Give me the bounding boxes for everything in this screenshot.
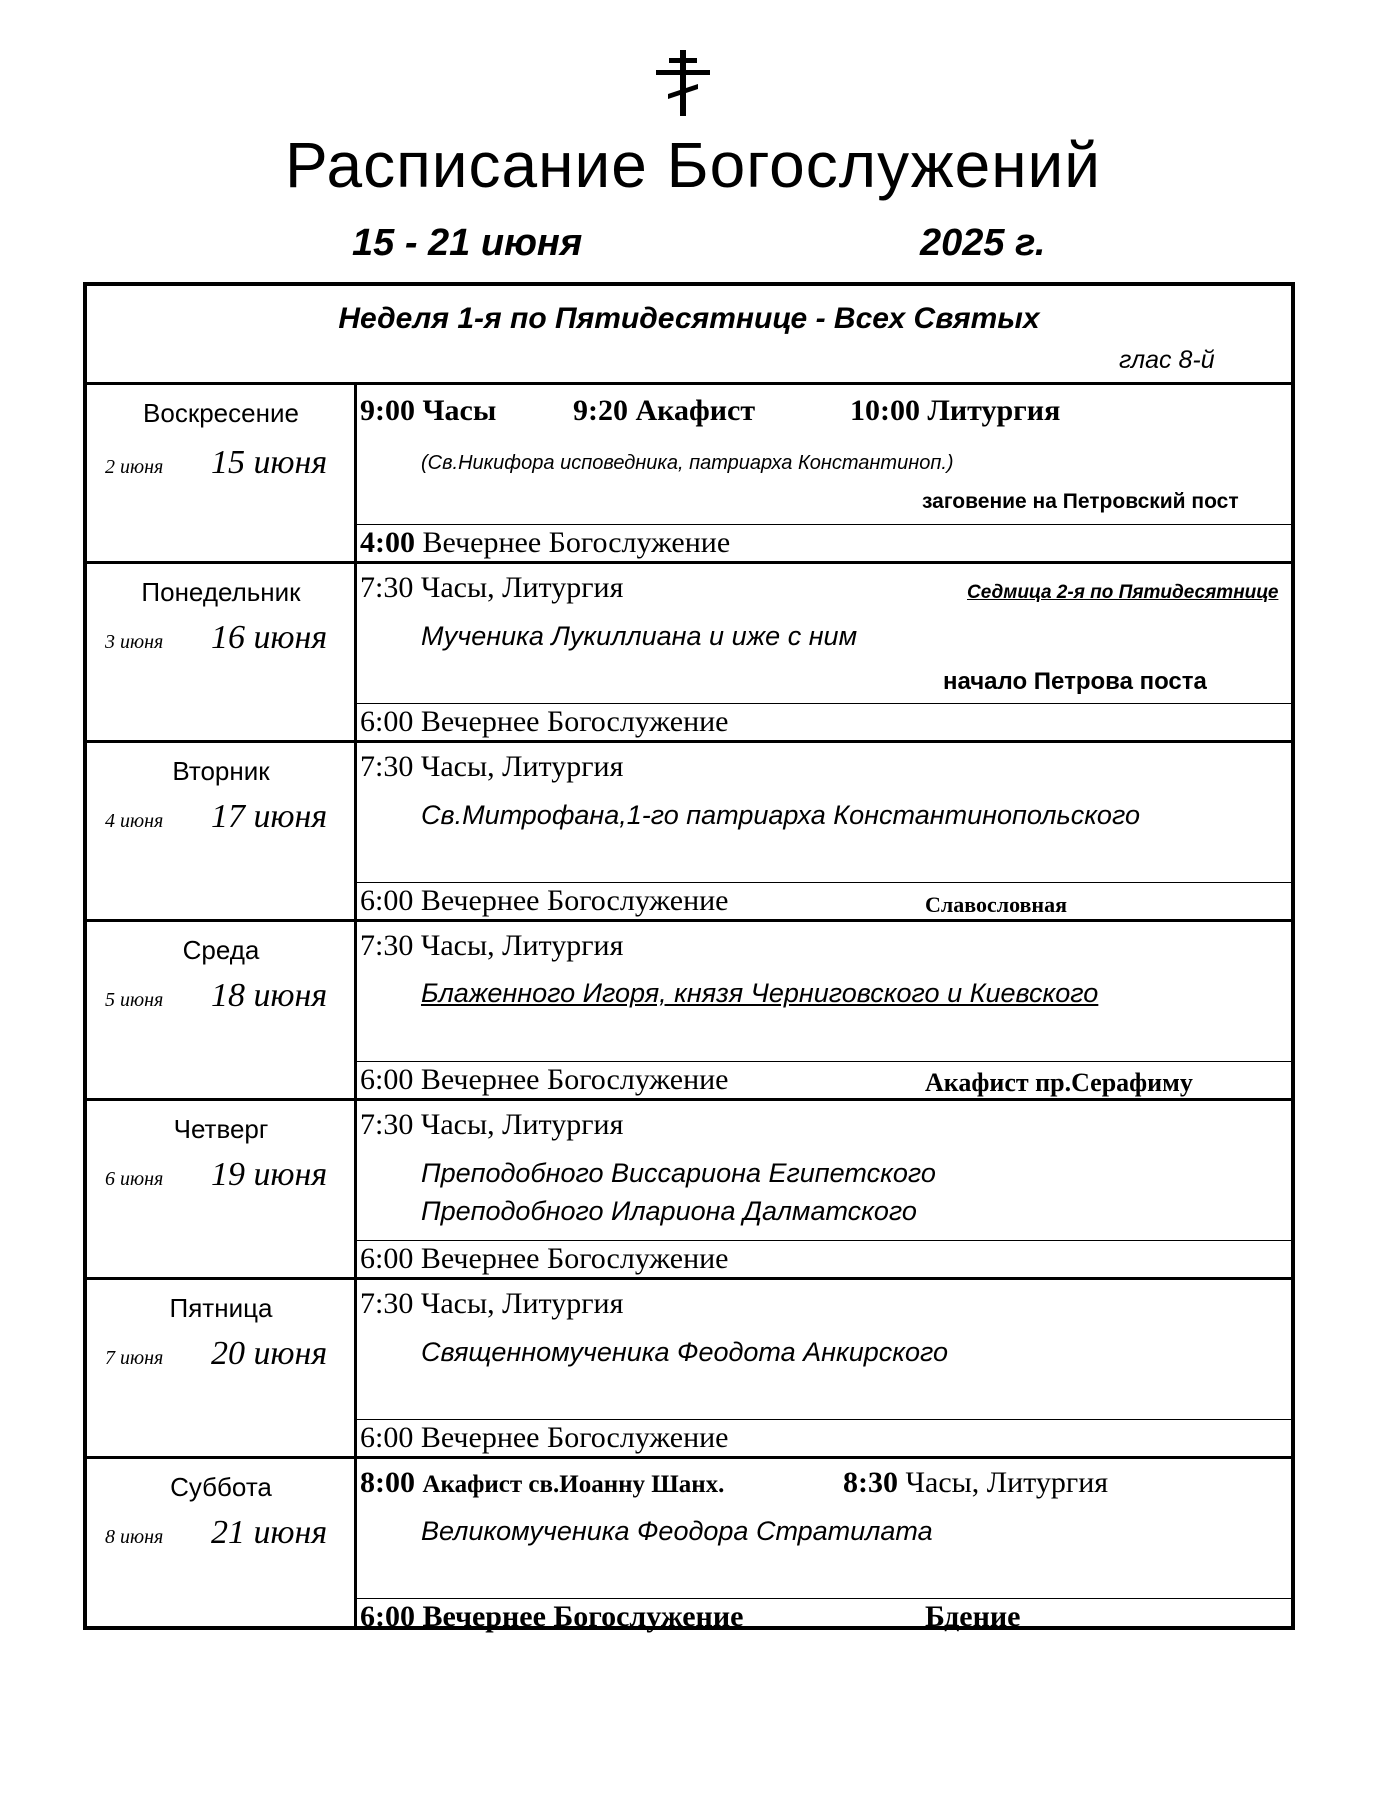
evening-service: 6:00 Вечернее Богослужение <box>360 705 729 738</box>
page-title: Расписание Богослужений <box>284 129 1102 201</box>
evening-divider <box>356 1419 1291 1420</box>
evening-service: 6:00 Вечернее Богослужение <box>360 884 729 917</box>
morning-service: 8:00 Акафист св.Иоанну Шанх. <box>360 1466 725 1499</box>
liturgy-service: 8:30 Часы, Литургия <box>843 1466 1109 1499</box>
old-style-date: 2 июня <box>105 456 164 478</box>
new-style-date: 17 июня <box>211 798 328 835</box>
new-style-date: 20 июня <box>211 1335 328 1372</box>
evening-note: Славословная <box>925 892 1067 917</box>
new-style-date: 18 июня <box>211 977 328 1014</box>
morning-service: 7:30 Часы, Литургия <box>360 1108 624 1141</box>
saint-commemoration: Священномученика Феодота Анкирского <box>421 1337 949 1367</box>
date-range: 15 - 21 июня <box>352 222 583 264</box>
day-name: Вторник <box>172 756 270 786</box>
akathist-service: 9:20 Акафист <box>573 394 756 427</box>
evening-divider <box>356 1061 1291 1062</box>
fast-note: заговение на Петровский пост <box>922 490 1239 513</box>
old-style-date: 5 июня <box>105 989 164 1011</box>
evening-service: 6:00 Вечернее Богослужение <box>360 1242 729 1275</box>
saint-commemoration: Св.Митрофана,1-го патриарха Константинопольского <box>421 800 1140 830</box>
fast-note: начало Петрова поста <box>943 668 1207 695</box>
saint-commemoration: Мученика Лукиллиана и иже с ним <box>421 621 858 651</box>
saint-commemoration: Преподобного Илариона Далматского <box>421 1196 917 1226</box>
day-name: Пятница <box>169 1293 273 1323</box>
morning-service: 7:30 Часы, Литургия <box>360 750 624 783</box>
evening-service: 6:00 Вечернее Богослужение <box>360 1063 729 1096</box>
day-name: Воскресение <box>143 398 299 428</box>
day-name: Четверг <box>173 1114 269 1144</box>
day-name: Понедельник <box>141 577 301 607</box>
old-style-date: 6 июня <box>105 1168 164 1190</box>
saint-commemoration: Блаженного Игоря, князя Черниговского и Киевского <box>421 978 1099 1008</box>
evening-note: Акафист пр.Серафиму <box>925 1068 1193 1097</box>
morning-service: 7:30 Часы, Литургия <box>360 1287 624 1320</box>
new-style-date: 21 июня <box>211 1514 328 1551</box>
saint-commemoration: Преподобного Виссариона Египетского <box>421 1158 936 1188</box>
day-name: Среда <box>182 935 260 965</box>
week-note: Седмица 2-я по Пятидесятнице <box>967 582 1279 603</box>
row-divider <box>87 382 1291 385</box>
evening-divider <box>356 703 1291 704</box>
evening-divider <box>356 1240 1291 1241</box>
row-divider <box>87 919 1291 922</box>
new-style-date: 16 июня <box>211 619 328 656</box>
row-divider <box>87 740 1291 743</box>
evening-service: 6:00 Вечернее Богослужение <box>360 1600 744 1633</box>
morning-service: 7:30 Часы, Литургия <box>360 929 624 962</box>
column-divider <box>354 382 357 1630</box>
row-divider <box>87 1277 1291 1280</box>
week-title: Неделя 1-я по Пятидесятнице - Всех Святых <box>338 302 1040 335</box>
liturgy-service: 10:00 Литургия <box>850 394 1061 427</box>
evening-divider <box>356 1598 1291 1599</box>
evening-divider <box>356 524 1291 525</box>
orthodox-cross-icon <box>654 50 712 116</box>
evening-service: 4:00 Вечернее Богослужение <box>360 526 731 559</box>
saint-commemoration: Великомученика Феодора Стратилата <box>421 1516 933 1546</box>
row-divider <box>87 1098 1291 1101</box>
old-style-date: 8 июня <box>105 1526 164 1548</box>
year: 2025 г. <box>920 222 1046 264</box>
new-style-date: 15 июня <box>211 444 328 481</box>
schedule-table <box>83 282 1295 1633</box>
saint-commemoration: (Св.Никифора исповедника, патриарха Константиноп.) <box>421 452 954 474</box>
new-style-date: 19 июня <box>211 1156 328 1193</box>
evening-divider <box>356 882 1291 883</box>
day-name: Суббота <box>170 1472 272 1502</box>
row-divider <box>87 561 1291 564</box>
morning-service: 9:00 Часы <box>360 394 497 427</box>
morning-service: 7:30 Часы, Литургия <box>360 571 624 604</box>
old-style-date: 3 июня <box>105 631 164 653</box>
tone-label: глас 8-й <box>1119 346 1215 374</box>
old-style-date: 7 июня <box>105 1347 164 1369</box>
evening-note: Бдение <box>925 1600 1021 1633</box>
evening-service: 6:00 Вечернее Богослужение <box>360 1421 729 1454</box>
row-divider <box>87 1456 1291 1459</box>
old-style-date: 4 июня <box>105 810 164 832</box>
